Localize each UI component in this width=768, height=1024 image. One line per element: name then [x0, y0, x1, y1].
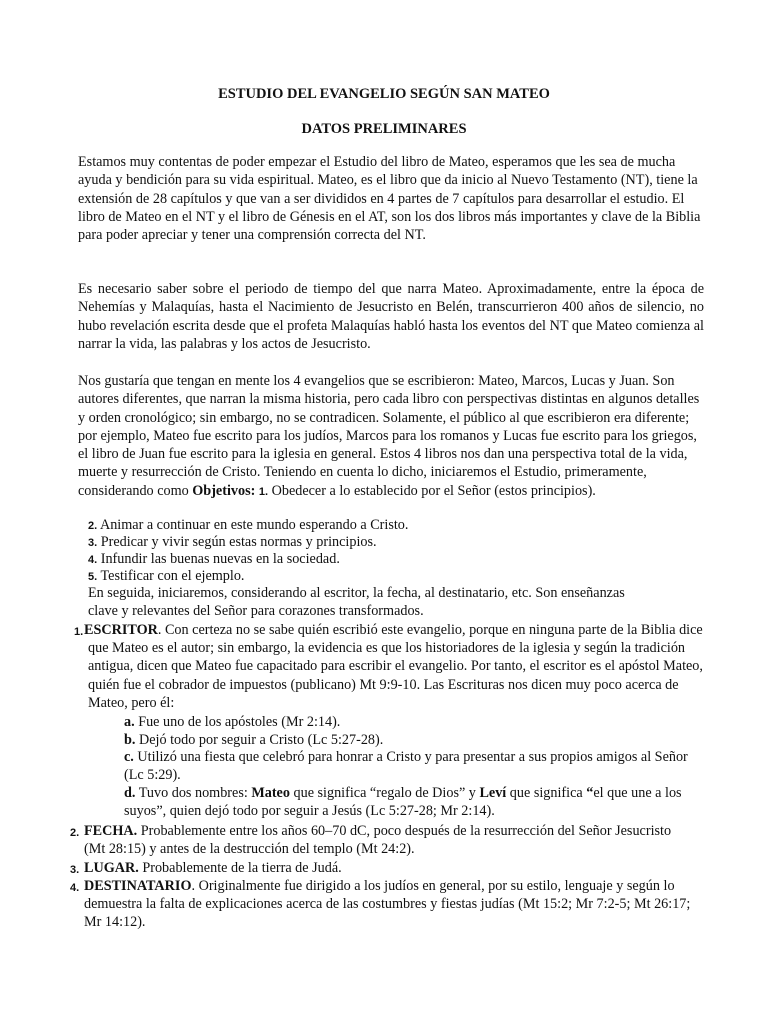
transition-line: En seguida, iniciaremos, considerando al escritor, la fecha, al destinatario, etc. Son enseñanzas	[88, 585, 625, 601]
objectives-label: Objetivos:	[192, 482, 256, 499]
objective-text: Obedecer a lo	[271, 482, 351, 499]
section-heading: DESTINATARIO	[84, 878, 192, 894]
paragraph-gospels-tail: establecido por el Señor (estos principios).	[353, 482, 596, 499]
section-number: 4.	[70, 882, 80, 894]
writer-fact: b. Dejó todo por seguir a Cristo (Lc 5:27-28).	[124, 732, 384, 748]
writer-fact: d. Tuvo dos nombres: Mateo que significa “regalo de Dios” y Leví que significa “el que une a los suyos”, quien dejó todo por seguir a Jesús (Lc 5:27-28; Mr 2:14).	[124, 785, 682, 820]
writer-fact: c. Utilizó una fiesta que celebró para honrar a Cristo y para presentar a sus propios amigos al Señor (Lc 5:29).	[124, 749, 688, 784]
section-recipient: DESTINATARIO. Originalmente fue dirigido a los judíos en general, por su estilo, lenguaje y según lo demuestra la falta de explicaciones acerca de las costumbres y fiestas judías (Mt 15:2; Mr 7:2-5; Mt 26:17; Mr 14:12).	[84, 878, 691, 931]
paragraph-period: Es necesario saber sobre el periodo de tiempo del que narra Mateo. Aproximadamente, entre la época de Nehemías y Malaquías, hasta el Nacimiento de Jesucristo en Belén, transcurrieron 400 años de silencio, no hubo revelación escrita desde que el profeta Malaquías habló hasta los eventos del NT que Mateo comienza al narrar la vida, las palabras y los actos de Jesucristo.	[78, 281, 704, 352]
document-subtitle: DATOS PRELIMINARES	[301, 121, 467, 137]
section-number: 2.	[70, 827, 80, 839]
section-heading: ESCRITOR	[84, 622, 158, 638]
paragraph-gospels-text: Nos gustaría que tengan en mente los 4 evangelios que se escribieron: Mateo, Marcos, Lucas y Juan. Son autores diferentes, que narran la misma historia, pero cada libro con perspectivas distintas en algunos detalles y orden cronológico; sin embargo, no se contradicen. Solamente, el público al que escribieron era diferente; por ejemplo, Mateo fue escrito para los judíos, Marcos para los romanos y Lucas fue escrito para los griegos, el libro de Juan fue escrito para la iglesia en general. Estos 4 libros nos dan una perspectiva total de la vida, muerte y resurrección de Cristo. Teniendo en cuenta lo dicho, iniciaremos el Estudio, primeramente, considerando como	[78, 373, 700, 499]
objective-item: 2. Animar a continuar en este mundo esperando a Cristo.	[88, 517, 409, 533]
paragraph-gospels	[78, 372, 704, 501]
section-heading: FECHA.	[84, 823, 138, 839]
objective-item: 4. Infundir las buenas nuevas en la sociedad.	[88, 551, 340, 567]
objective-item: 3. Predicar y vivir según estas normas y principios.	[88, 534, 377, 550]
document-title: ESTUDIO DEL EVANGELIO SEGÚN SAN MATEO	[218, 86, 550, 102]
section-number: 1.	[74, 626, 84, 638]
section-number: 3.	[70, 864, 80, 876]
section-date: FECHA. Probablemente entre los años 60–70 dC, poco después de la resurrección del Señor Jesucristo (Mt 28:15) y antes de la destrucción del templo (Mt 24:2).	[84, 823, 672, 858]
section-writer: ESCRITOR. Con certeza no se sabe quién escribió este evangelio, porque en ninguna parte de la Biblia dice que Mateo es el autor; sin embargo, la evidencia es que los historiadores de la iglesia y según la tradición antigua, dicen que Mateo fue capacitado para escribir el evangelio. Por tanto, el escritor es el apóstol Mateo, quién fue el cobrador de impuestos (publicano) Mt 9:9-10. Las Escrituras nos dicen muy poco acerca de Mateo, pero él:	[84, 622, 703, 711]
objective-item: 5. Testificar con el ejemplo.	[88, 568, 245, 584]
paragraph-intro: Estamos muy contentas de poder empezar el Estudio del libro de Mateo, esperamos que les sea de mucha ayuda y bendición para su vida espiritual. Mateo, es el libro que da inicio al Nuevo Testamento (NT), tiene la extensión de 28 capítulos y que van a ser divididos en 4 partes de 7 capítulos para desarrollar el estudio. El libro de Mateo en el NT y el libro de Génesis en el AT, son los dos libros más importantes y clave de la Biblia para poder apreciar y tener una comprensión correcta del NT.	[78, 154, 701, 244]
section-heading: LUGAR.	[84, 860, 139, 876]
transition-line: clave y relevantes del Señor para corazones transformados.	[88, 603, 424, 619]
section-place: LUGAR. Probablemente de la tierra de Judá.	[84, 860, 342, 876]
writer-fact: a. Fue uno de los apóstoles (Mr 2:14).	[124, 714, 341, 730]
objective-number: 1.	[258, 485, 269, 498]
